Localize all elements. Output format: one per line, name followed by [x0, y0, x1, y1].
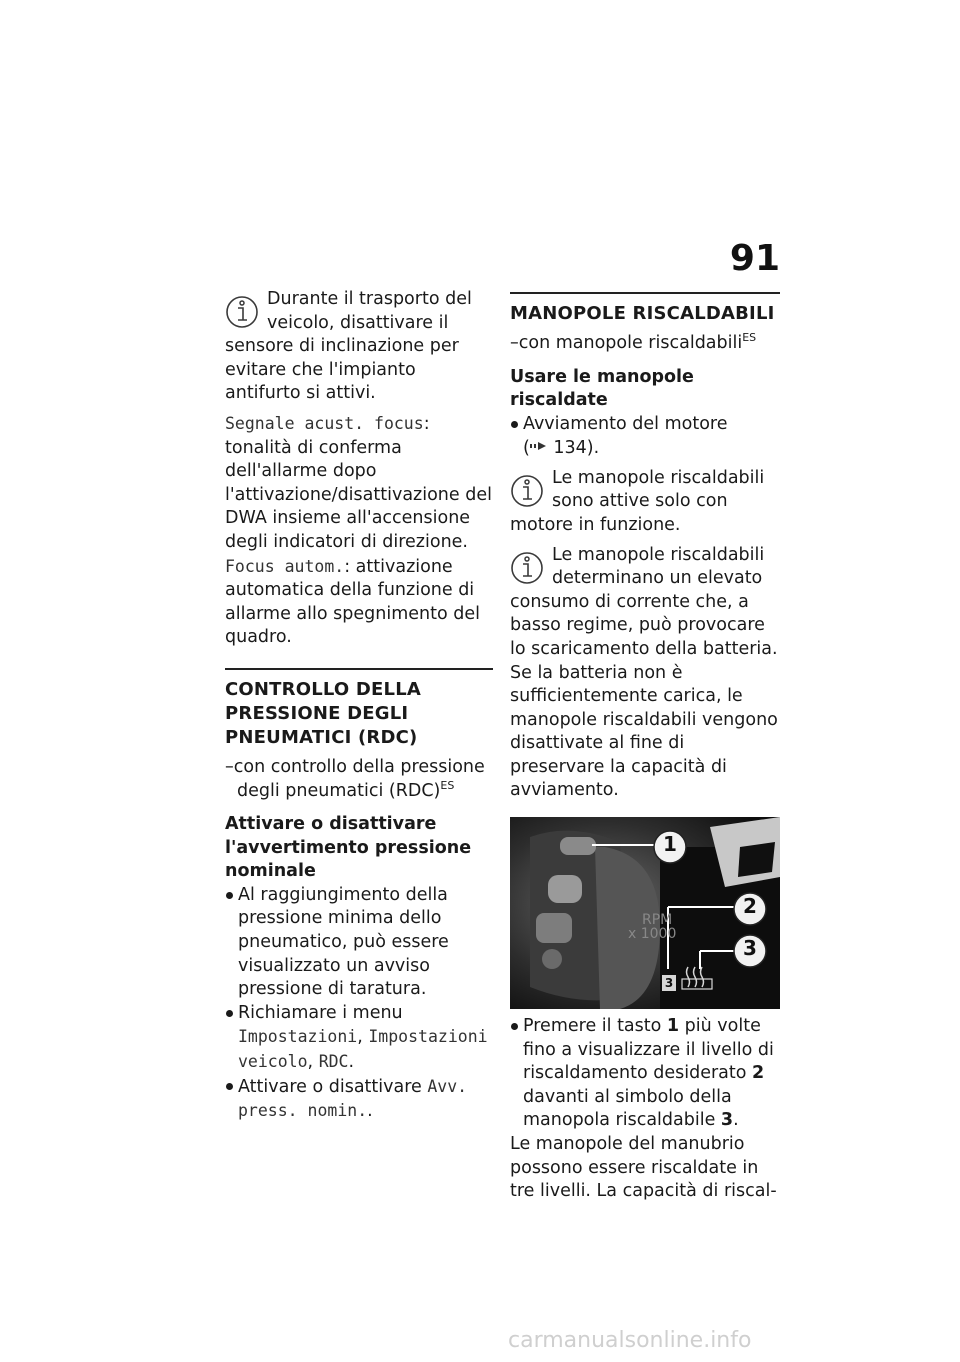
ref-number: 1	[666, 1016, 680, 1037]
bullet-text: .	[733, 1110, 739, 1131]
note-text: Durante il trasporto del veicolo, disattivare il sensore di inclinazione per evitare che l'impianto antifurto si attivi.	[225, 289, 472, 404]
section-heading-heated-grips: MANOPOLE RISCALDABILI	[510, 292, 780, 326]
callout-3: 3	[743, 936, 757, 961]
menu-code: Impostazioni veicolo	[238, 1027, 488, 1072]
option-focus	[225, 555, 493, 650]
note-transport	[225, 288, 493, 406]
menu-code: Avv. press. nomin.	[238, 1076, 468, 1121]
note-engine	[510, 467, 780, 538]
reference-text: 134).	[553, 438, 600, 459]
note-text: Le manopole riscaldabili determinano un elevato consumo di corrente che, a basso regime, può provocare lo scaricamento della batteria. Se la batteria non è sufficientemente carica, le manopole riscaldabili vengono disattivate al fine di preservare la capacità di avviamento.	[510, 544, 778, 801]
info-icon	[225, 292, 259, 332]
bullet-item	[510, 1015, 780, 1133]
heat-button-shape	[560, 837, 596, 855]
es-mark: ES	[440, 778, 455, 792]
paragraph-levels: Le manopole del manubrio possono essere riscaldate in tre livelli. La capacità di riscal-	[510, 1134, 777, 1202]
ref-number: 2	[752, 1063, 765, 1084]
callout-2: 2	[743, 894, 757, 919]
bullet-text: Richiamare i menu	[238, 1002, 403, 1023]
rpm-scale: x 1000	[628, 926, 677, 943]
bullet-text: davanti al simbolo della manopola riscaldabile	[523, 1086, 732, 1131]
page-number: 91	[729, 238, 780, 279]
dash-text: –con controllo della pressione degli pneumatici (RDC)	[225, 756, 485, 801]
option-code: Focus autom.	[225, 556, 345, 576]
separator: ,	[307, 1052, 319, 1073]
option-code: Segnale acust. focus	[225, 413, 424, 433]
menu-code: RDC	[318, 1052, 349, 1072]
info-icon	[510, 548, 544, 588]
info-icon	[510, 471, 544, 511]
right-column	[510, 292, 780, 1204]
bullet-item: Avviamento del motore	[510, 413, 780, 437]
dash-item-rdc	[225, 756, 493, 803]
bullet-text: Attivare o disattivare	[238, 1076, 428, 1097]
subheading-use-grips: Usare le manopole riscaldate	[510, 366, 694, 411]
watermark: carmanualsonline.info	[508, 1328, 752, 1353]
level-indicator: 3	[664, 976, 674, 991]
note-text: Le manopole riscaldabili sono attive solo con motore in funzione.	[510, 467, 765, 535]
left-column	[225, 288, 493, 1124]
page-reference: ( 134).	[523, 438, 600, 459]
arrow-right-icon	[530, 436, 548, 460]
bullet-item	[225, 1002, 493, 1075]
option-signal	[225, 412, 493, 555]
bullet-item	[225, 1075, 493, 1124]
option-text: : tonalità di conferma dell'allarme dopo l'attivazione/disattivazione del DWA insieme all'accensione degli indicatori di direzione.	[225, 413, 492, 552]
note-battery	[510, 544, 780, 804]
bullet-text: più volte fino a visualizzare il livello di riscaldamento desiderato	[523, 1016, 774, 1084]
dash-item-heated-grips	[510, 332, 780, 356]
separator: ,	[357, 1027, 369, 1048]
handlebar-photo	[510, 817, 780, 1009]
section-heading-rdc: CONTROLLO DELLA PRESSIONE DEGLI PNEUMATICI (RDC)	[225, 668, 493, 750]
option-text: : attivazione automatica della funzione di allarme allo spegnimento del quadro.	[225, 556, 480, 648]
dash-text: –con manopole riscaldabili	[510, 333, 743, 353]
es-mark: ES	[742, 331, 757, 345]
bullet-item: Al raggiungimento della pressione minima dello pneumatico, può essere visualizzato un avviso pressione di taratura.	[225, 884, 493, 1002]
bullet-text: Premere il tasto	[523, 1016, 667, 1037]
menu-code: Impostazioni	[238, 1027, 358, 1047]
ref-number: 3	[720, 1110, 734, 1131]
subheading-nominal-pressure: Attivare o disattivare l'avvertimento pressione nominale	[225, 814, 472, 882]
rpm-label: RPM	[642, 912, 673, 929]
separator: .	[348, 1052, 355, 1073]
callout-1: 1	[663, 832, 677, 857]
separator: .	[367, 1101, 373, 1122]
